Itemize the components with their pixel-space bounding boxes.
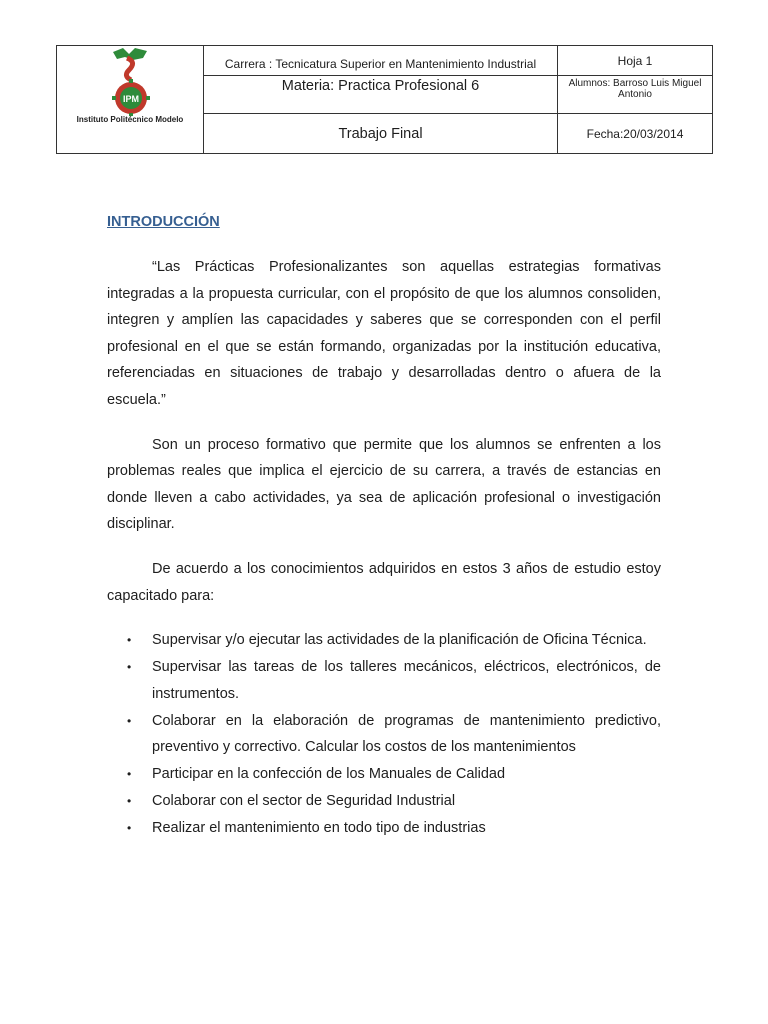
list-item: [107, 654, 661, 708]
bullet-icon: •: [127, 633, 132, 648]
document-body: [107, 210, 661, 842]
paragraph: “Las Prácticas Profesionalizantes son aquellas estrategias formativas integradas a la propuesta curricular, con el propósito de que los alumnos consoliden, integren y amplíen las capacidades y saberes que se corresponden con el perfil profesional en el que se están formando, organizadas por la institución educativa, referenciadas en situaciones de trabajo y desarrolladas dentro o afuera de la escuela.”: [107, 259, 661, 408]
bullet-icon: •: [127, 793, 132, 808]
bullet-icon: •: [127, 713, 132, 728]
bullet-icon: •: [127, 659, 132, 674]
institution-logo-icon: [103, 46, 159, 116]
list-item: [107, 708, 661, 762]
fecha-cell: [558, 114, 713, 154]
logo-text: IPM: [122, 94, 140, 104]
institution-name: Instituto Politécnico Modelo: [76, 115, 184, 124]
alumnos-text: Alumnos: Barroso Luis Miguel Antonio: [568, 78, 702, 100]
list-item-text: Realizar el mantenimiento en todo tipo de industrias: [152, 819, 486, 836]
trabajo-cell: [204, 114, 558, 154]
materia-cell: [204, 76, 558, 114]
list-item: [107, 627, 661, 654]
hoja-cell: [558, 46, 713, 76]
bullet-icon: •: [127, 767, 132, 782]
logo-cell: [57, 46, 204, 154]
list-item: [107, 788, 661, 815]
paragraph: De acuerdo a los conocimientos adquiridos en estos 3 años de estudio estoy capacitado para:: [107, 560, 661, 604]
alumnos-cell: [558, 76, 713, 114]
list-item-text: Participar en la confección de los Manuales de Calidad: [152, 766, 506, 783]
list-item-text: Supervisar las tareas de los talleres mecánicos, eléctricos, electrónicos, de instrumentos.: [152, 658, 661, 702]
list-item: [107, 761, 661, 788]
materia-text: Materia: Practica Profesional 6: [281, 78, 480, 94]
fecha-text: Fecha:20/03/2014: [586, 126, 684, 141]
carrera-text: Carrera : Tecnicatura Superior en Mantenimiento Industrial: [224, 57, 537, 71]
carrera-cell: [204, 46, 558, 76]
hoja-text: Hoja 1: [617, 53, 653, 68]
list-item-text: Colaborar con el sector de Seguridad Industrial: [152, 792, 456, 809]
list-item-text: Colaborar en la elaboración de programas de mantenimiento predictivo, preventivo y correctivo. Calcular los costos de los mantenimientos: [152, 712, 661, 756]
section-title: INTRODUCCIÓN: [107, 214, 220, 230]
bullet-icon: •: [127, 820, 132, 835]
paragraph: Son un proceso formativo que permite que los alumnos se enfrenten a los problemas reales que implica el ejercicio de su carrera, a través de estancias en donde lleven a cabo actividades, ya sea de aplicación profesional o investigación disciplinar.: [107, 436, 661, 533]
list-item-text: Supervisar y/o ejecutar las actividades de la planificación de Oficina Técnica.: [152, 632, 647, 649]
header-table: [56, 45, 713, 154]
capabilities-list: [107, 627, 661, 841]
trabajo-text: Trabajo Final: [338, 125, 423, 142]
list-item: [107, 815, 661, 842]
